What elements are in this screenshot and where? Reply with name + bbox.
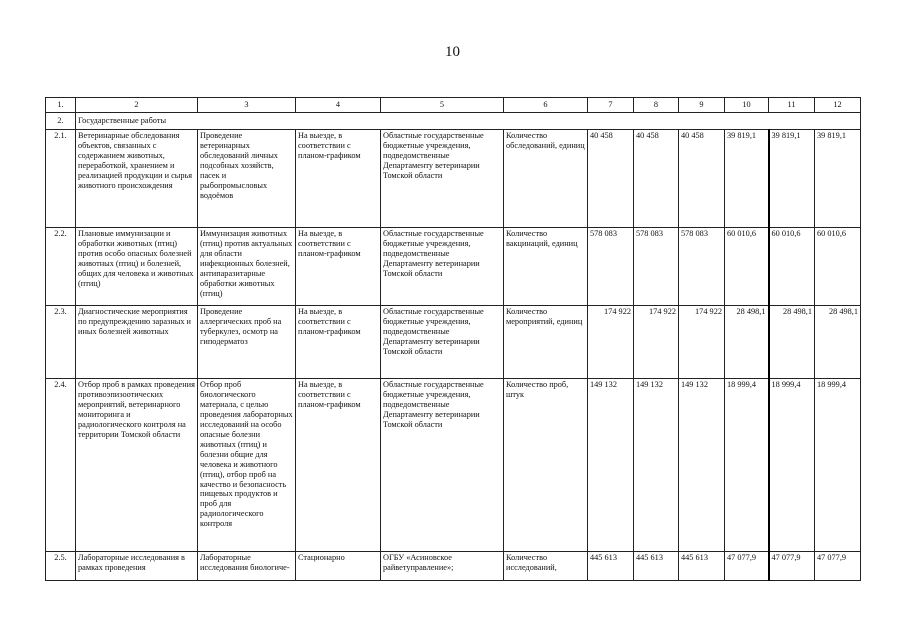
work-provider: Областные государственные бюджетные учреждения, подведомственные Департаменту ветеринарии Томской области <box>381 306 504 379</box>
value-9: 149 132 <box>679 379 725 552</box>
value-11: 18 999,4 <box>769 379 815 552</box>
work-form: На выезде, в соответствии с планом-графиком <box>296 228 381 306</box>
col-header: 9 <box>679 98 725 113</box>
value-12: 39 819,1 <box>815 130 861 228</box>
work-provider: Областные государственные бюджетные учреждения, подведомственные Департаменту ветеринарии Томской области <box>381 228 504 306</box>
col-header: 8 <box>634 98 679 113</box>
work-form: На выезде, в соответствии с планом-графиком <box>296 379 381 552</box>
work-name: Диагностические мероприятия по предупреждению заразных и иных болезней животных <box>76 306 198 379</box>
work-indicator: Количество мероприятий, единиц <box>504 306 588 379</box>
value-9: 578 083 <box>679 228 725 306</box>
row-number: 2.3. <box>46 306 76 379</box>
value-8: 445 613 <box>634 552 679 581</box>
table-row <box>46 552 861 581</box>
col-header: 1. <box>46 98 76 113</box>
work-content: Лабораторные исследования биологиче- <box>198 552 296 581</box>
work-name: Лабораторные исследования в рамках проведения <box>76 552 198 581</box>
value-10: 60 010,6 <box>725 228 769 306</box>
group-number: 2. <box>46 113 76 130</box>
value-8: 149 132 <box>634 379 679 552</box>
value-11: 39 819,1 <box>769 130 815 228</box>
value-7: 578 083 <box>588 228 634 306</box>
value-11: 28 498,1 <box>769 306 815 379</box>
row-number: 2.1. <box>46 130 76 228</box>
value-12: 47 077,9 <box>815 552 861 581</box>
table-row <box>46 306 861 379</box>
row-number: 2.5. <box>46 552 76 581</box>
col-header: 4 <box>296 98 381 113</box>
col-header: 2 <box>76 98 198 113</box>
value-7: 40 458 <box>588 130 634 228</box>
value-12: 60 010,6 <box>815 228 861 306</box>
work-content: Проведение ветеринарных обследований личных подсобных хозяйств, пасек и рыбопромысловых водоёмов <box>198 130 296 228</box>
col-header: 12 <box>815 98 861 113</box>
work-indicator: Количество проб, штук <box>504 379 588 552</box>
work-provider: ОГБУ «Асиновское райветуправление»; <box>381 552 504 581</box>
value-9: 40 458 <box>679 130 725 228</box>
col-header: 11 <box>769 98 815 113</box>
work-indicator: Количество исследований, <box>504 552 588 581</box>
value-11: 60 010,6 <box>769 228 815 306</box>
table-row <box>46 228 861 306</box>
work-indicator: Количество вакцинаций, единиц <box>504 228 588 306</box>
value-10: 18 999,4 <box>725 379 769 552</box>
table-row <box>46 379 861 552</box>
work-name: Плановые иммунизации и обработки животных (птиц) против особо опасных болезней животных (птиц) и болезней, общих для человека и животных (птиц) <box>76 228 198 306</box>
value-9: 445 613 <box>679 552 725 581</box>
value-8: 40 458 <box>634 130 679 228</box>
col-header: 5 <box>381 98 504 113</box>
work-name: Ветеринарные обследования объектов, связанных с содержанием животных, переработкой, хранением и реализацией продукции и сырья животного происхождения <box>76 130 198 228</box>
page-number: 10 <box>445 44 460 60</box>
group-title: Государственные работы <box>76 113 861 130</box>
value-10: 39 819,1 <box>725 130 769 228</box>
col-header: 3 <box>198 98 296 113</box>
table-row <box>46 130 861 228</box>
value-7: 445 613 <box>588 552 634 581</box>
value-7: 174 922 <box>588 306 634 379</box>
work-form: На выезде, в соответствии с планом-графиком <box>296 130 381 228</box>
work-name: Отбор проб в рамках проведения противоэпизоотических мероприятий, ветеринарного мониторинга и радиологического контроля на территории Томской области <box>76 379 198 552</box>
group-row <box>46 113 861 130</box>
work-content: Проведение аллергических проб на туберкулез, осмотр на гиподерматоз <box>198 306 296 379</box>
col-header: 10 <box>725 98 769 113</box>
work-content: Иммунизация животных (птиц) против актуальных для области инфекционных болезней, антипаразитарные обработки животных (птиц) <box>198 228 296 306</box>
works-table <box>45 97 861 581</box>
col-header: 6 <box>504 98 588 113</box>
work-indicator: Количество обследований, единиц <box>504 130 588 228</box>
work-content: Отбор проб биологического материала, с целью проведения лабораторных исследований на особо опасные болезни животных (птиц) и болезни общие для человека и животного (птиц), отбор проб на качество и безопасность пищевых продуктов и проб для радиологического контроля <box>198 379 296 552</box>
value-10: 47 077,9 <box>725 552 769 581</box>
value-8: 578 083 <box>634 228 679 306</box>
value-7: 149 132 <box>588 379 634 552</box>
work-form: На выезде, в соответствии с планом-графиком <box>296 306 381 379</box>
value-10: 28 498,1 <box>725 306 769 379</box>
work-form: Стационарно <box>296 552 381 581</box>
row-number: 2.2. <box>46 228 76 306</box>
work-provider: Областные государственные бюджетные учреждения, подведомственные Департаменту ветеринарии Томской области <box>381 379 504 552</box>
column-number-row <box>46 98 861 113</box>
value-11: 47 077,9 <box>769 552 815 581</box>
value-12: 18 999,4 <box>815 379 861 552</box>
work-provider: Областные государственные бюджетные учреждения, подведомственные Департаменту ветеринарии Томской области <box>381 130 504 228</box>
value-12: 28 498,1 <box>815 306 861 379</box>
value-8: 174 922 <box>634 306 679 379</box>
value-9: 174 922 <box>679 306 725 379</box>
col-header: 7 <box>588 98 634 113</box>
row-number: 2.4. <box>46 379 76 552</box>
